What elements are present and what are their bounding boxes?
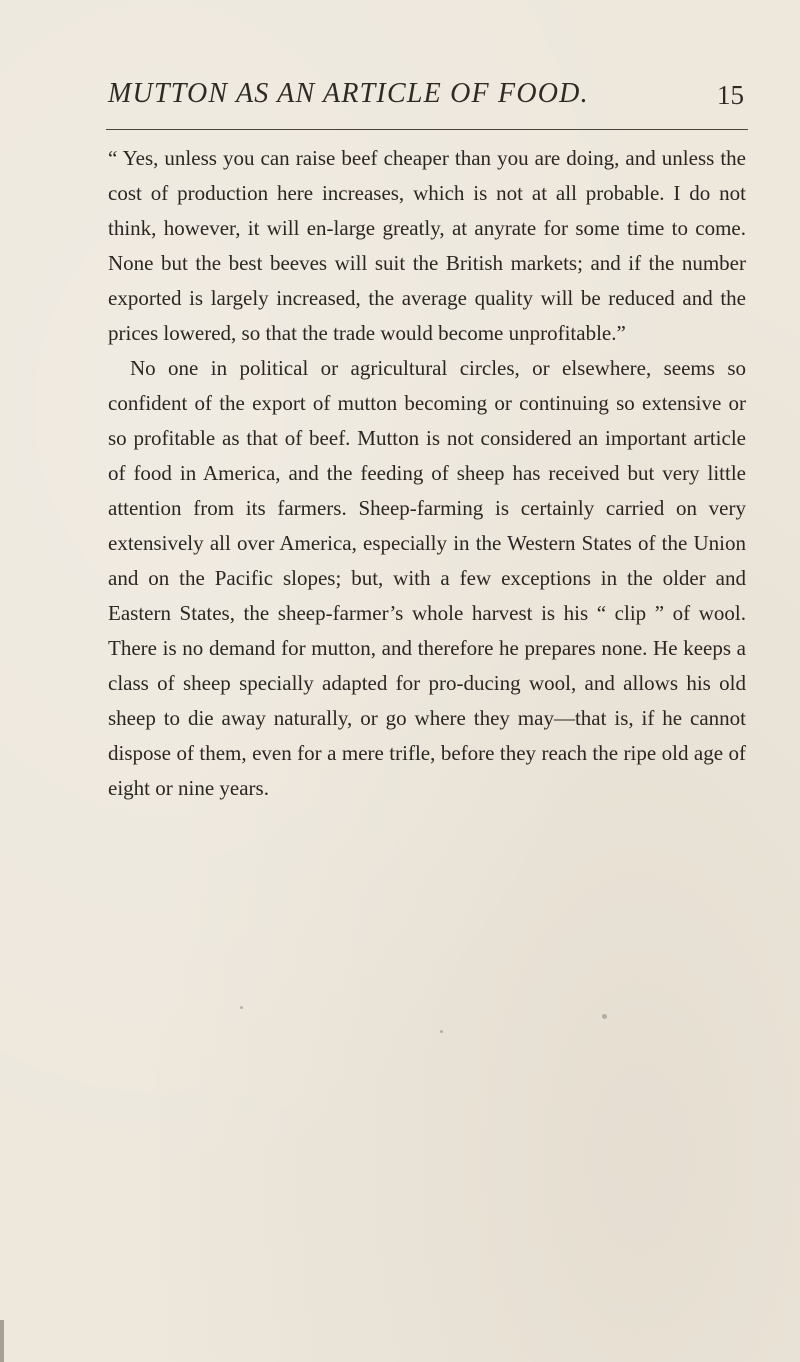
paper-speck — [240, 1006, 243, 1009]
running-title: MUTTON AS AN ARTICLE OF FOOD. — [108, 78, 589, 109]
page-header — [108, 78, 744, 122]
paper-speck — [440, 1030, 443, 1033]
paragraph-mutton: No one in political or agricultural circles, or elsewhere, seems so confident of the export of mutton becoming or continuing so extensive or so profitable as that of beef. Mutton is not considered an important article of food in America, and the feeding of sheep has received but very little attention from its farmers. Sheep-farming is certainly carried on very extensively all over America, especially in the Western States of the Union and on the Pacific slopes; but, with a few exceptions in the older and Eastern States, the sheep-farmer’s whole harvest is his “ clip ” of wool. There is no demand for mutton, and therefore he prepares none. He keeps a class of sheep specially adapted for pro-ducing wool, and allows his old sheep to die away naturally, or go where they may—that is, if he cannot dispose of them, even for a mere trifle, before they reach the ripe old age of eight or nine years. — [108, 356, 746, 800]
header-rule — [106, 129, 748, 130]
body-text — [108, 141, 746, 806]
page-number: 15 — [717, 80, 744, 110]
page-edge-mark — [0, 1320, 4, 1362]
paragraph-quote: “ Yes, unless you can raise beef cheaper than you are doing, and unless the cost of production here increases, which is not at all probable. I do not think, however, it will en-large greatly, at anyrate for some time to come. None but the best beeves will suit the British markets; and if the number exported is largely increased, the average quality will be reduced and the prices lowered, so that the trade would become unprofitable.” — [108, 146, 746, 345]
paper-speck — [602, 1014, 607, 1019]
